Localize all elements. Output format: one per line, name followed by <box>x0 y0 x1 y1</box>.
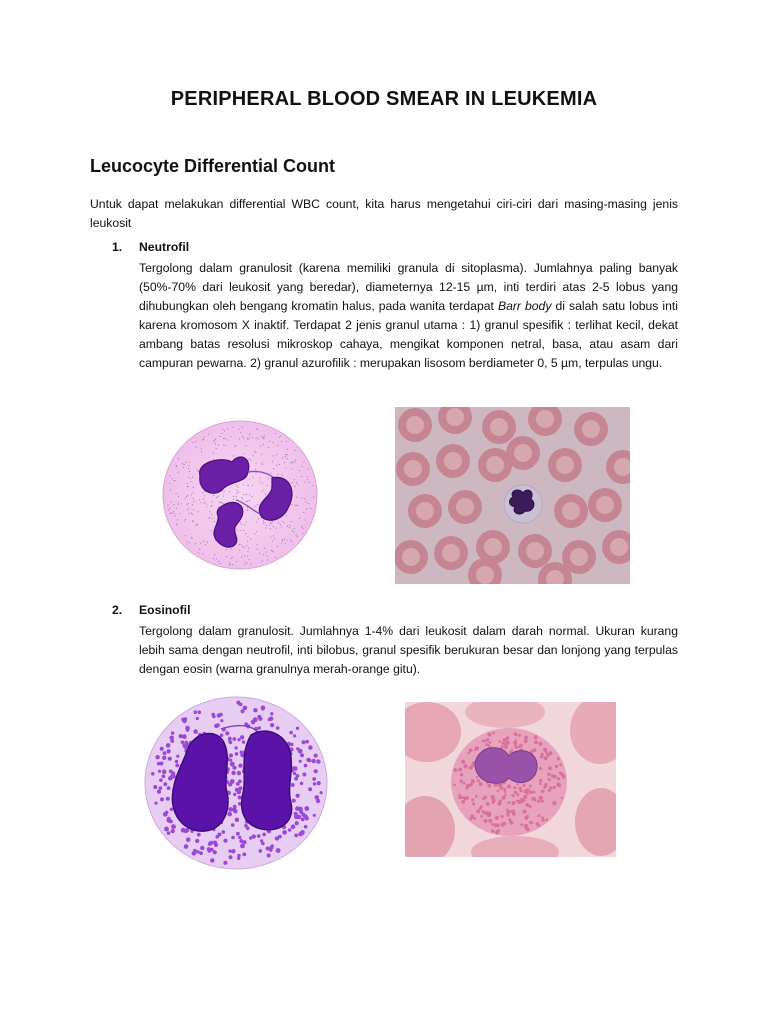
page-title: PERIPHERAL BLOOD SMEAR IN LEUKEMIA <box>170 88 598 110</box>
neutrophil-micrograph <box>395 407 630 584</box>
list-body-neutrofil <box>139 259 678 373</box>
barr-body-term: Barr body <box>497 299 552 313</box>
body-text: Tergolong dalam granulosit (karena memiliki granula di sitoplasma). Jumlahnya paling banyak (50%-70% dari leukosit yang beredar), diameternya 12-15 µm, inti terdiri atas 2-5 lobus yang dihubungkan oleh bengang kromatin halus, pada wanita terdapat <box>139 261 678 313</box>
intro-paragraph: Untuk dapat melakukan differential WBC count, kita harus mengetahui ciri-ciri dari masing-masing jenis leukosit <box>90 197 678 230</box>
eos-micrograph-svg <box>405 702 616 857</box>
section-heading: Leucocyte Differential Count <box>90 156 336 176</box>
list-body-eosinofil: Tergolong dalam granulosit. Jumlahnya 1-4% dari leukosit dalam darah normal. Ukuran kurang lebih sama dengan neutrofil, inti bilobus, granul spesifik berukuran besar dan lonjong yang terpulas dengan eosin (warna granulnya merah-orange gitu). <box>139 624 678 676</box>
micrograph-svg <box>395 407 630 584</box>
eosinophil-micrograph <box>405 702 616 857</box>
list-title-eosinofil: Eosinofil <box>139 603 191 617</box>
eosinophil-illustration <box>143 695 330 871</box>
list-number-eosinofil: 2. <box>112 603 123 617</box>
list-number-neutrofil: 1. <box>112 240 123 254</box>
body-text: di salah satu lobus inti karena kromosom X inaktif. Terdapat 2 jenis granul utama : 1) granul spesifik : terlihat kecil, dekat ambang batas resolusi mikroskop cahaya, mengikat komponen netral, basa, atau asam dari campuran pewarna. 2) granul azurofilik : merupakan lisosom berdiameter 0, 5 µm, terpulas ungu. <box>139 299 679 370</box>
neutrophil-illustration <box>160 418 320 572</box>
list-title-neutrofil: Neutrofil <box>139 240 190 254</box>
